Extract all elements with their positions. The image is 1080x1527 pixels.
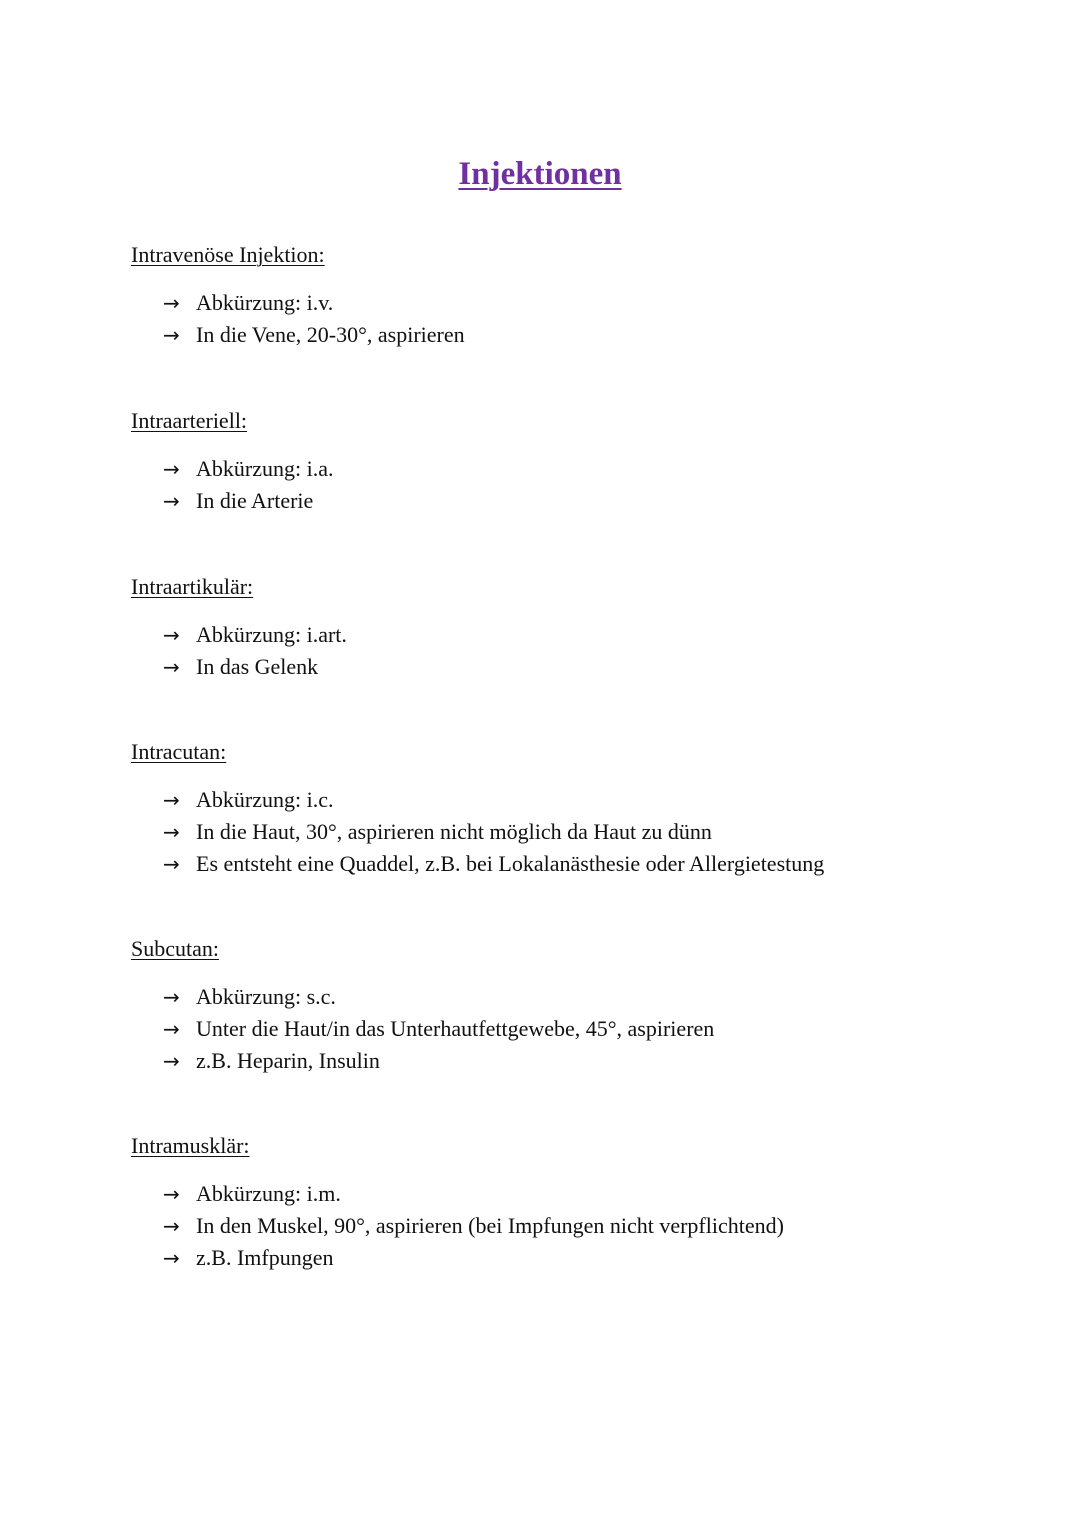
list-item-text: Abkürzung: i.c. — [196, 787, 334, 812]
section-heading: Intramusklär: — [131, 1133, 250, 1158]
list-item-text: In das Gelenk — [196, 654, 319, 679]
arrow-right-icon: → — [163, 655, 180, 679]
list-item-text: Abkürzung: i.m. — [196, 1181, 341, 1206]
arrow-right-icon: → — [163, 1214, 180, 1238]
list-item-text: Abkürzung: s.c. — [196, 984, 336, 1009]
list-item — [163, 651, 347, 683]
list-item — [163, 453, 333, 485]
list-item — [163, 1242, 784, 1274]
arrow-right-icon: → — [163, 820, 180, 844]
arrow-right-icon: → — [163, 852, 180, 876]
list-item — [163, 981, 714, 1013]
list-item — [163, 1013, 714, 1045]
section-heading: Subcutan: — [131, 936, 219, 961]
arrow-right-icon: → — [163, 1182, 180, 1206]
page-title-text: Injektionen — [458, 156, 622, 193]
arrow-right-icon: → — [163, 623, 180, 647]
list-item-text: Es entsteht eine Quaddel, z.B. bei Lokalanästhesie oder Allergietestung — [196, 851, 825, 876]
arrow-right-icon: → — [163, 489, 180, 513]
arrow-right-icon: → — [163, 457, 180, 481]
list-item-text: Unter die Haut/in das Unterhautfettgewebe, 45°, aspirieren — [196, 1016, 715, 1041]
section-intraarteriell — [131, 407, 333, 517]
bullet-list — [131, 1178, 784, 1274]
section-heading: Intracutan: — [131, 739, 227, 764]
list-item-text: z.B. Heparin, Insulin — [196, 1048, 380, 1073]
list-item-text: z.B. Imfpungen — [196, 1245, 334, 1270]
page-title — [0, 152, 1080, 196]
arrow-right-icon: → — [163, 1049, 180, 1073]
arrow-right-icon: → — [163, 323, 180, 347]
bullet-list — [131, 453, 333, 517]
list-item — [163, 485, 333, 517]
list-item — [163, 1178, 784, 1210]
list-item-text: In die Vene, 20-30°, aspirieren — [196, 322, 465, 347]
list-item — [163, 287, 465, 319]
section-heading: Intraartikulär: — [131, 574, 254, 599]
list-item — [163, 1210, 784, 1242]
bullet-list — [131, 287, 465, 351]
list-item — [163, 816, 824, 848]
bullet-list — [131, 619, 347, 683]
list-item — [163, 319, 465, 351]
section-intravenoese — [131, 241, 465, 351]
arrow-right-icon: → — [163, 291, 180, 315]
list-item — [163, 848, 824, 880]
bullet-list — [131, 784, 824, 880]
section-intramuskulaer — [131, 1132, 784, 1274]
arrow-right-icon: → — [163, 788, 180, 812]
list-item-text: In die Haut, 30°, aspirieren nicht möglich da Haut zu dünn — [196, 819, 712, 844]
list-item-text: In den Muskel, 90°, aspirieren (bei Impfungen nicht verpflichtend) — [196, 1213, 784, 1238]
list-item-text: In die Arterie — [196, 488, 314, 513]
arrow-right-icon: → — [163, 985, 180, 1009]
list-item-text: Abkürzung: i.a. — [196, 456, 334, 481]
list-item — [163, 1045, 714, 1077]
list-item — [163, 619, 347, 651]
section-heading: Intravenöse Injektion: — [131, 242, 325, 267]
arrow-right-icon: → — [163, 1017, 180, 1041]
list-item-text: Abkürzung: i.v. — [196, 290, 334, 315]
arrow-right-icon: → — [163, 1246, 180, 1270]
list-item-text: Abkürzung: i.art. — [196, 622, 347, 647]
section-intracutan — [131, 738, 824, 880]
list-item — [163, 784, 824, 816]
section-heading: Intraarteriell: — [131, 408, 248, 433]
section-intraartikulaer — [131, 573, 347, 683]
bullet-list — [131, 981, 714, 1077]
section-subcutan — [131, 935, 714, 1077]
